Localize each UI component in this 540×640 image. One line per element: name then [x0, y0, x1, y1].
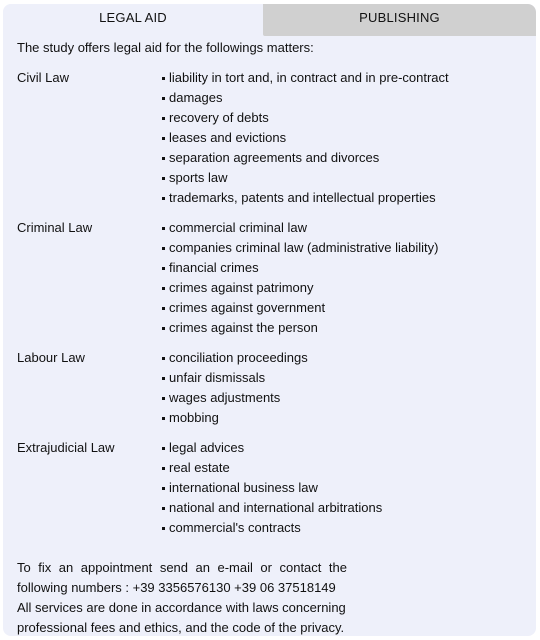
- list-item: sports law: [161, 168, 449, 188]
- section-civil-law: [17, 68, 522, 208]
- list-item: separation agreements and divorces: [161, 148, 449, 168]
- list-item: mobbing: [161, 408, 308, 428]
- list-item: unfair dismissals: [161, 368, 308, 388]
- tab-publishing[interactable]: PUBLISHING: [263, 4, 536, 36]
- list-item: international business law: [161, 478, 382, 498]
- item-list: [161, 218, 438, 338]
- section-labour-law: [17, 348, 522, 428]
- contact-info: [17, 558, 347, 636]
- list-item: legal advices: [161, 438, 382, 458]
- list-item: crimes against the person: [161, 318, 438, 338]
- list-item: real estate: [161, 458, 382, 478]
- item-list: [161, 68, 449, 208]
- list-item: crimes against patrimony: [161, 278, 438, 298]
- contact-line: All services are done in accordance with laws concerning: [17, 600, 346, 615]
- list-item: conciliation proceedings: [161, 348, 308, 368]
- list-item: wages adjustments: [161, 388, 308, 408]
- list-item: damages: [161, 88, 449, 108]
- section-criminal-law: [17, 218, 522, 338]
- list-item: recovery of debts: [161, 108, 449, 128]
- contact-line: To fix an appointment send an e-mail or contact the: [17, 560, 347, 575]
- list-item: national and international arbitrations: [161, 498, 382, 518]
- section-title: Civil Law: [17, 70, 70, 85]
- section-title: Labour Law: [17, 350, 85, 365]
- section-title: Criminal Law: [17, 220, 93, 235]
- list-item: leases and evictions: [161, 128, 449, 148]
- intro-text: The study offers legal aid for the followings matters:: [17, 40, 314, 55]
- list-item: trademarks, patents and intellectual properties: [161, 188, 449, 208]
- legal-aid-panel: [3, 4, 536, 636]
- list-item: commercial's contracts: [161, 518, 382, 538]
- item-list: [161, 438, 382, 538]
- contact-line: professional fees and ethics, and the code of the privacy.: [17, 620, 345, 635]
- section-title: Extrajudicial Law: [17, 440, 115, 455]
- section-extrajudicial-law: [17, 438, 522, 538]
- tab-bar: [3, 4, 536, 36]
- tab-content: [3, 36, 536, 636]
- tab-legal-aid[interactable]: LEGAL AID: [3, 4, 263, 36]
- list-item: commercial criminal law: [161, 218, 438, 238]
- list-item: companies criminal law (administrative liability): [161, 238, 438, 258]
- list-item: financial crimes: [161, 258, 438, 278]
- list-item: liability in tort and, in contract and in pre-contract: [161, 68, 449, 88]
- item-list: [161, 348, 308, 428]
- contact-phone-numbers: following numbers : +39 3356576130 +39 06 37518149: [17, 580, 336, 595]
- list-item: crimes against government: [161, 298, 438, 318]
